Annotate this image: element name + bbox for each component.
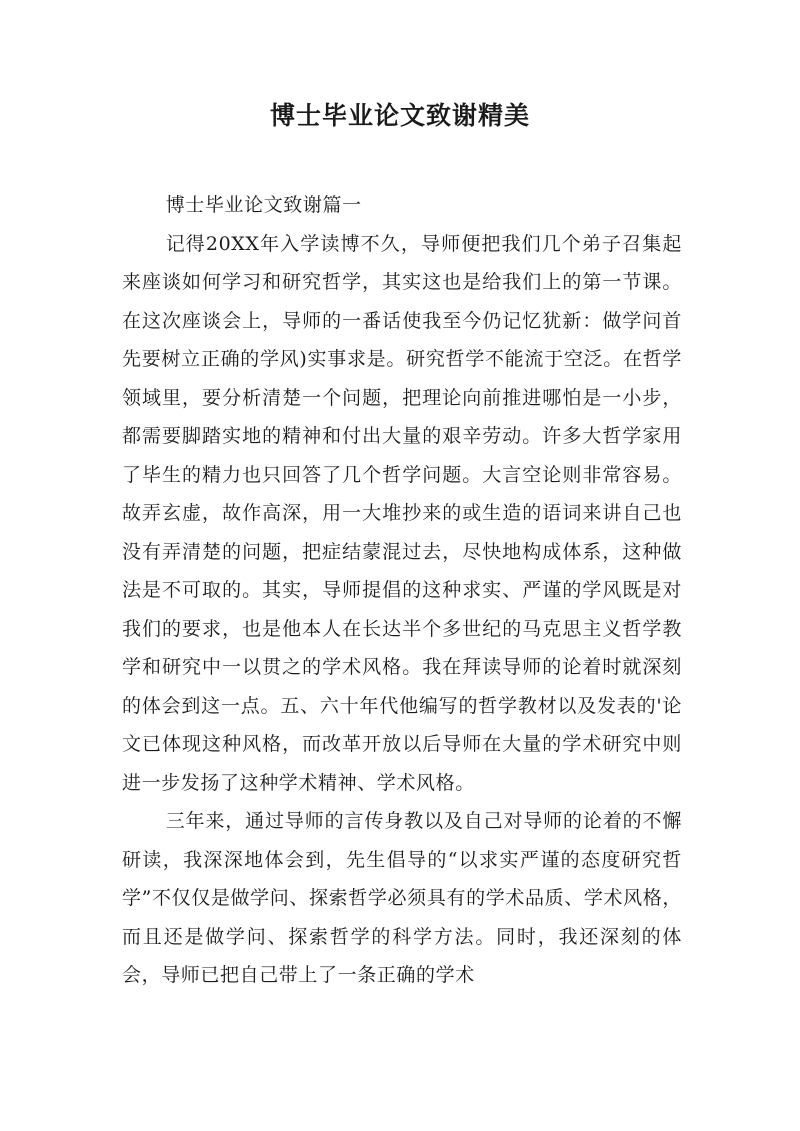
section-heading: 博士毕业论文致谢篇一 — [165, 194, 362, 216]
paragraph-1: 记得20XX年入学读博不久，导师便把我们几个弟子召集起来座谈如何学习和研究哲学，其实这也是给我们上的第一节课。在这次座谈会上，导师的一番话使我至今仍记忆犹新：做学问首先要树立正确的学风)实事求是。研究哲学不能流于空泛。在哲学领域里，要分析清楚一个问题，把理论向前推进哪怕是一小步，都需要脚踏实地的精神和付出大量的艰辛劳动。许多大哲学家用了毕生的精力也只回答了几个哲学问题。大言空论则非常容易。故弄玄虚，故作高深，用一大堆抄来的或生造的语词来讲自己也没有弄清楚的问题，把症结蒙混过去，尽快地构成体系，这种做法是不可取的。其实，导师提倡的这种求实、严谨的学风既是对我们的要求，也是他本人在长达半个多世纪的马克思主义哲学教学和研究中一以贯之的学术风格。我在拜读导师的论着时就深刻的体会到这一点。五、六十年代他编写的哲学教材以及发表的'论文已体现这种风格，而改革开放以后导师在大量的学术研究中则进一步发扬了这种学术精神、学术风格。 — [122, 232, 682, 794]
document-title: 博士毕业论文致谢精美 — [269, 101, 530, 130]
paragraph-2: 三年来，通过导师的言传身教以及自己对导师的论着的不懈研读，我深深地体会到，先生倡导的“以求实严谨的态度研究哲学”不仅仅是做学问、探索哲学必须具有的学术品质、学术风格，而且还是做学问、探索哲学的科学方法。同时，我还深刻的体会，导师已把自己带上了一条正确的学术 — [122, 810, 682, 986]
document-body — [122, 186, 682, 995]
